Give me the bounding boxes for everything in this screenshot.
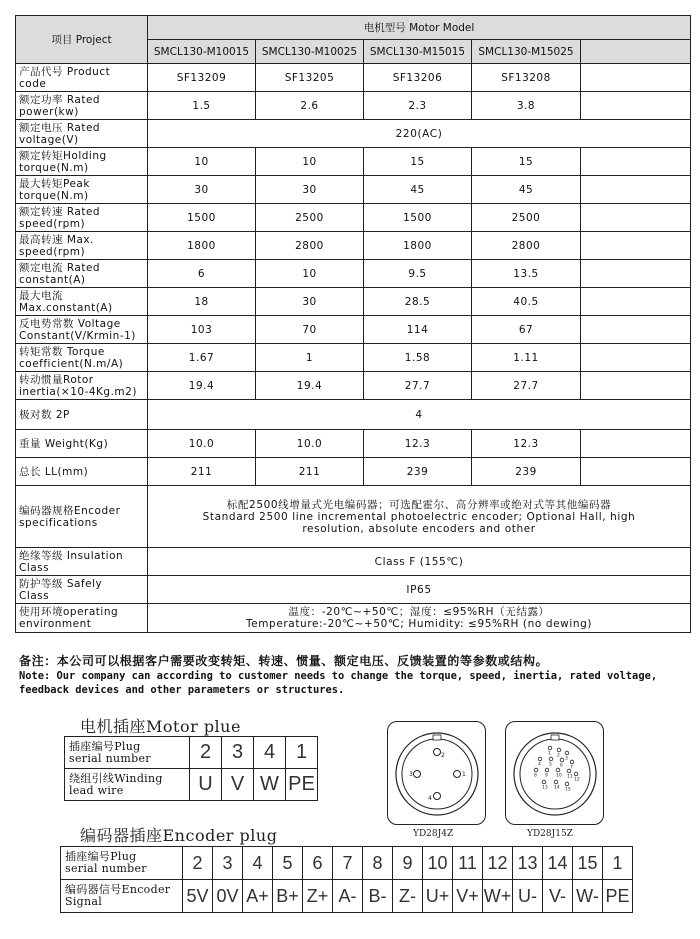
pin-number: 1	[603, 847, 633, 880]
label-line: Constant(V/Krmin-1)	[19, 329, 136, 342]
connector-15pin-caption: YD28J15Z	[527, 829, 573, 839]
spec-row-label	[16, 372, 148, 400]
pin-number: 13	[513, 847, 543, 880]
pin-label: 15	[565, 787, 571, 793]
motor-plug-row-label	[65, 737, 190, 769]
label-line: code	[19, 77, 47, 90]
pin-label: 2	[441, 752, 445, 759]
label-line: speed(rpm)	[19, 245, 86, 258]
spec-value	[581, 458, 691, 486]
spec-row-label	[16, 204, 148, 232]
spec-row	[16, 604, 691, 633]
pin-number: 3	[222, 737, 254, 769]
spec-value: 1500	[364, 204, 472, 232]
header-row	[16, 16, 691, 40]
pin-label: 3	[409, 771, 413, 778]
label-line: 转矩常数 Torque	[19, 345, 105, 358]
pin-hole	[549, 757, 553, 761]
spec-value: 2500	[256, 204, 364, 232]
motor-plug-pin-row	[65, 737, 318, 769]
spec-row	[16, 64, 691, 92]
spec-value: 10	[148, 148, 256, 176]
spec-value: 6	[148, 260, 256, 288]
spec-value: 1	[256, 344, 364, 372]
label-line: coefficient(N.m/A)	[19, 357, 124, 370]
label-line: 重量 Weight(Kg)	[19, 437, 109, 450]
pin-label: 14	[554, 785, 560, 791]
spec-value	[581, 288, 691, 316]
spec-table	[15, 15, 691, 633]
note-chinese: 备注：本公司可以根据客户需要改变转矩、转速、惯量、额定电压、反馈装置的等参数或结构。	[19, 654, 549, 668]
spec-row	[16, 486, 691, 548]
signal-name: Z+	[303, 880, 333, 913]
connector-4pin-svg	[388, 722, 487, 826]
label-line: Max.constant(A)	[19, 301, 113, 314]
label-line: 编码器规格Encoder	[19, 504, 121, 517]
connector-4pin-caption: YD28J4Z	[413, 829, 454, 839]
spec-value: 45	[472, 176, 581, 204]
wire-name: PE	[286, 769, 318, 801]
spec-value-merged: IP65	[148, 576, 691, 604]
pin-number: 8	[363, 847, 393, 880]
spec-value: 2.6	[256, 92, 364, 120]
pin-label: 1	[462, 771, 466, 778]
note-english: Note: Our company can according to customer needs to change the torque, speed, inertia, rated voltage, feedback devices and other parameters or structures.	[19, 670, 658, 696]
motor-plug-title: 电机插座Motor plue	[80, 717, 241, 736]
spec-row-label	[16, 288, 148, 316]
signal-name: B+	[273, 880, 303, 913]
label-line: constant(A)	[19, 273, 86, 286]
pin-hole	[538, 757, 542, 761]
pin-hole	[548, 746, 552, 750]
spec-value: 12.3	[472, 430, 581, 458]
pin-hole	[556, 768, 560, 772]
label-line: inertia(×10-4Kg.m2)	[19, 385, 137, 398]
label-line: voltage(V)	[19, 133, 79, 146]
pin-label: 11	[567, 774, 573, 780]
pin-hole	[560, 758, 564, 762]
connector-15pin-drawing	[505, 721, 604, 825]
connector-4pin-drawing	[387, 721, 486, 825]
spec-value	[581, 232, 691, 260]
spec-value: 1.5	[148, 92, 256, 120]
spec-value: 27.7	[472, 372, 581, 400]
model-name: SMCL130-M10015	[148, 40, 256, 64]
spec-row	[16, 316, 691, 344]
spec-row	[16, 148, 691, 176]
spec-value: 67	[472, 316, 581, 344]
signal-name: W+	[483, 880, 513, 913]
label-line: 最大电流	[19, 289, 63, 302]
label-line: Signal	[65, 895, 103, 908]
spec-value: SF13205	[256, 64, 364, 92]
label-line: 额定转矩Holding	[19, 149, 107, 162]
signal-name: U+	[423, 880, 453, 913]
spec-row-label	[16, 486, 148, 548]
pin-number: 1	[286, 737, 318, 769]
encoder-plug-row-label	[61, 847, 183, 880]
label-line: 额定转速 Rated	[19, 205, 101, 218]
spec-row-label	[16, 430, 148, 458]
signal-name: PE	[603, 880, 633, 913]
pin-label: 8	[534, 773, 537, 779]
label-line: power(kw)	[19, 105, 79, 118]
encoder-plug-signal-row	[61, 880, 633, 913]
label-line: 最大转矩Peak	[19, 177, 90, 190]
spec-value	[581, 430, 691, 458]
pin-number: 10	[423, 847, 453, 880]
project-header: 项目 Project	[16, 16, 148, 64]
spec-row-label	[16, 400, 148, 430]
spec-value	[581, 148, 691, 176]
value-line: Standard 2500 line incremental photoelectric encoder; Optional Hall, high	[202, 510, 636, 523]
spec-row-label	[16, 232, 148, 260]
spec-value: 18	[148, 288, 256, 316]
spec-value: 2800	[472, 232, 581, 260]
spec-value: 211	[148, 458, 256, 486]
pin-label: 3	[565, 756, 568, 762]
spec-row	[16, 430, 691, 458]
spec-value: 19.4	[148, 372, 256, 400]
spec-row-label	[16, 176, 148, 204]
spec-value: 30	[256, 288, 364, 316]
pin-number: 6	[303, 847, 333, 880]
spec-value: 40.5	[472, 288, 581, 316]
spec-row-label	[16, 64, 148, 92]
spec-value	[581, 64, 691, 92]
pin-hole	[557, 748, 561, 752]
spec-value: 239	[472, 458, 581, 486]
spec-value: SF13208	[472, 64, 581, 92]
pin-label: 7	[570, 765, 573, 771]
pin-label: 13	[542, 785, 548, 791]
wire-name: V	[222, 769, 254, 801]
spec-row-label	[16, 92, 148, 120]
label-line: 额定电压 Rated	[19, 121, 101, 134]
label-line: 额定功率 Rated	[19, 93, 101, 106]
signal-name: V-	[543, 880, 573, 913]
spec-value: 30	[256, 176, 364, 204]
signal-name: U-	[513, 880, 543, 913]
label-line: 转动惯量Rotor	[19, 373, 94, 386]
spec-value: 1800	[148, 232, 256, 260]
spec-row-label	[16, 604, 148, 633]
spec-value: 114	[364, 316, 472, 344]
signal-name: Z-	[393, 880, 423, 913]
pin-number: 4	[243, 847, 273, 880]
spec-value: 10.0	[256, 430, 364, 458]
spec-value	[581, 204, 691, 232]
spec-value: SF13206	[364, 64, 472, 92]
pin-hole	[567, 769, 571, 773]
model-name	[581, 40, 691, 64]
model-name: SMCL130-M15025	[472, 40, 581, 64]
label-line: 防护等级 Safely	[19, 577, 103, 590]
spec-row	[16, 92, 691, 120]
spec-row	[16, 288, 691, 316]
pin-number: 5	[273, 847, 303, 880]
spec-value	[581, 344, 691, 372]
pin-number: 15	[573, 847, 603, 880]
pin-label: 12	[574, 777, 580, 783]
spec-value: 2500	[472, 204, 581, 232]
pin-number: 2	[183, 847, 213, 880]
spec-value	[581, 372, 691, 400]
label-line: speed(rpm)	[19, 217, 86, 230]
pin-number: 4	[254, 737, 286, 769]
spec-value-merged	[148, 604, 691, 633]
signal-name: V+	[453, 880, 483, 913]
spec-value: 9.5	[364, 260, 472, 288]
pin-label: 1	[548, 751, 551, 757]
pin-hole	[542, 780, 546, 784]
pin-hole	[574, 772, 578, 776]
spec-value: 239	[364, 458, 472, 486]
label-line: torque(N.m)	[19, 189, 89, 202]
spec-value-merged	[148, 486, 691, 548]
spec-value: 211	[256, 458, 364, 486]
spec-value: 10	[256, 148, 364, 176]
spec-row	[16, 232, 691, 260]
label-line: specifications	[19, 516, 98, 529]
pin-number: 14	[543, 847, 573, 880]
label-line: 绝缘等级 Insulation	[19, 549, 124, 562]
spec-row-label	[16, 316, 148, 344]
label-line: 插座编号Plug	[65, 850, 137, 863]
spec-value: 1.67	[148, 344, 256, 372]
label-line: environment	[19, 618, 92, 630]
value-line: 温度：-20℃~+50℃；湿度：≤95%RH（无结露）	[288, 606, 550, 618]
spec-value: 15	[472, 148, 581, 176]
pin-label: 9	[545, 773, 548, 779]
pin-label: 5	[549, 762, 552, 768]
pin-label: 2	[557, 753, 560, 759]
spec-row-label	[16, 458, 148, 486]
spec-value: SF13209	[148, 64, 256, 92]
spec-value: 27.7	[364, 372, 472, 400]
label-line: Class	[19, 561, 50, 574]
value-line: Temperature:-20℃~+50℃; Humidity: ≤95%RH (no dewing)	[245, 618, 593, 630]
spec-value	[581, 316, 691, 344]
pin-label: 6	[560, 763, 563, 769]
spec-row	[16, 576, 691, 604]
spec-row-label	[16, 148, 148, 176]
value-line: resolution, absolute encoders and other	[302, 522, 536, 535]
spec-value: 15	[364, 148, 472, 176]
spec-value	[581, 176, 691, 204]
label-line: torque(N.m)	[19, 161, 89, 174]
label-line: 产品代号 Product	[19, 65, 111, 78]
spec-value: 2.3	[364, 92, 472, 120]
signal-name: W-	[573, 880, 603, 913]
motor-plug-table	[64, 736, 318, 801]
model-name: SMCL130-M10025	[256, 40, 364, 64]
spec-value	[581, 92, 691, 120]
signal-name: A+	[243, 880, 273, 913]
label-line: 最高转速 Max.	[19, 233, 94, 246]
motor-plug-wire-row	[65, 769, 318, 801]
value-line: 标配2500线增量式光电编码器；可选配霍尔、高分辨率或绝对式等其他编码器	[226, 498, 612, 511]
pin-label: 4	[538, 762, 541, 768]
spec-value-merged: 4	[148, 400, 691, 430]
pin-hole	[545, 768, 549, 772]
spec-value: 10	[256, 260, 364, 288]
spec-value: 70	[256, 316, 364, 344]
pin-number: 3	[213, 847, 243, 880]
pin-label: 4	[428, 795, 432, 802]
pin-hole	[570, 760, 574, 764]
spec-row-label	[16, 576, 148, 604]
spec-value-merged: Class F (155℃)	[148, 548, 691, 576]
model-name: SMCL130-M15015	[364, 40, 472, 64]
label-line: 反电势常数 Voltage	[19, 317, 121, 330]
spec-value: 12.3	[364, 430, 472, 458]
spec-row	[16, 372, 691, 400]
wire-name: U	[190, 769, 222, 801]
spec-row-label	[16, 548, 148, 576]
spec-value: 1500	[148, 204, 256, 232]
spec-row-label	[16, 344, 148, 372]
encoder-plug-row-label	[61, 880, 183, 913]
signal-name: A-	[333, 880, 363, 913]
pin-number: 11	[453, 847, 483, 880]
pin-number: 2	[190, 737, 222, 769]
spec-value: 2800	[256, 232, 364, 260]
spec-value: 45	[364, 176, 472, 204]
motor-model-header: 电机型号 Motor Model	[148, 16, 691, 40]
signal-name: 5V	[183, 880, 213, 913]
encoder-plug-title: 编码器插座Encoder plug	[80, 826, 278, 845]
spec-value: 28.5	[364, 288, 472, 316]
spec-value: 103	[148, 316, 256, 344]
spec-value: 30	[148, 176, 256, 204]
label-line: 绕组引线Winding	[69, 771, 163, 785]
label-line: 总长 LL(mm)	[19, 465, 89, 478]
signal-name: B-	[363, 880, 393, 913]
pin-hole	[554, 780, 558, 784]
encoder-plug-pin-row	[61, 847, 633, 880]
spec-value: 1.58	[364, 344, 472, 372]
signal-name: 0V	[213, 880, 243, 913]
label-line: 极对数 2P	[19, 408, 70, 421]
motor-plug-row-label	[65, 769, 190, 801]
label-line: 插座编号Plug	[69, 739, 141, 753]
label-line: lead wire	[69, 783, 124, 797]
pin-hole	[565, 782, 569, 786]
label-line: serial number	[65, 862, 147, 875]
pin-number: 12	[483, 847, 513, 880]
spec-row	[16, 204, 691, 232]
pin-label: 10	[556, 773, 562, 779]
spec-value: 10.0	[148, 430, 256, 458]
spec-row-label	[16, 120, 148, 148]
pin-number: 7	[333, 847, 363, 880]
pin-number: 9	[393, 847, 423, 880]
spec-row	[16, 458, 691, 486]
pin-hole	[534, 768, 538, 772]
spec-row	[16, 400, 691, 430]
wire-name: W	[254, 769, 286, 801]
spec-row	[16, 260, 691, 288]
spec-row	[16, 176, 691, 204]
spec-row-label	[16, 260, 148, 288]
spec-row	[16, 344, 691, 372]
spec-row	[16, 548, 691, 576]
label-line: serial number	[69, 751, 151, 765]
spec-value	[581, 260, 691, 288]
label-line: 编码器信号Encoder	[65, 883, 171, 896]
spec-value: 13.5	[472, 260, 581, 288]
pin-hole	[565, 751, 569, 755]
label-line: 使用环境operating	[19, 606, 119, 618]
encoder-plug-table	[60, 846, 633, 913]
label-line: 额定电流 Rated	[19, 261, 101, 274]
spec-value: 3.8	[472, 92, 581, 120]
spec-value: 1800	[364, 232, 472, 260]
spec-row	[16, 120, 691, 148]
label-line: Class	[19, 589, 50, 602]
spec-value: 19.4	[256, 372, 364, 400]
connector-15pin-svg	[506, 722, 605, 826]
spec-value-merged: 220(AC)	[148, 120, 691, 148]
spec-value: 1.11	[472, 344, 581, 372]
